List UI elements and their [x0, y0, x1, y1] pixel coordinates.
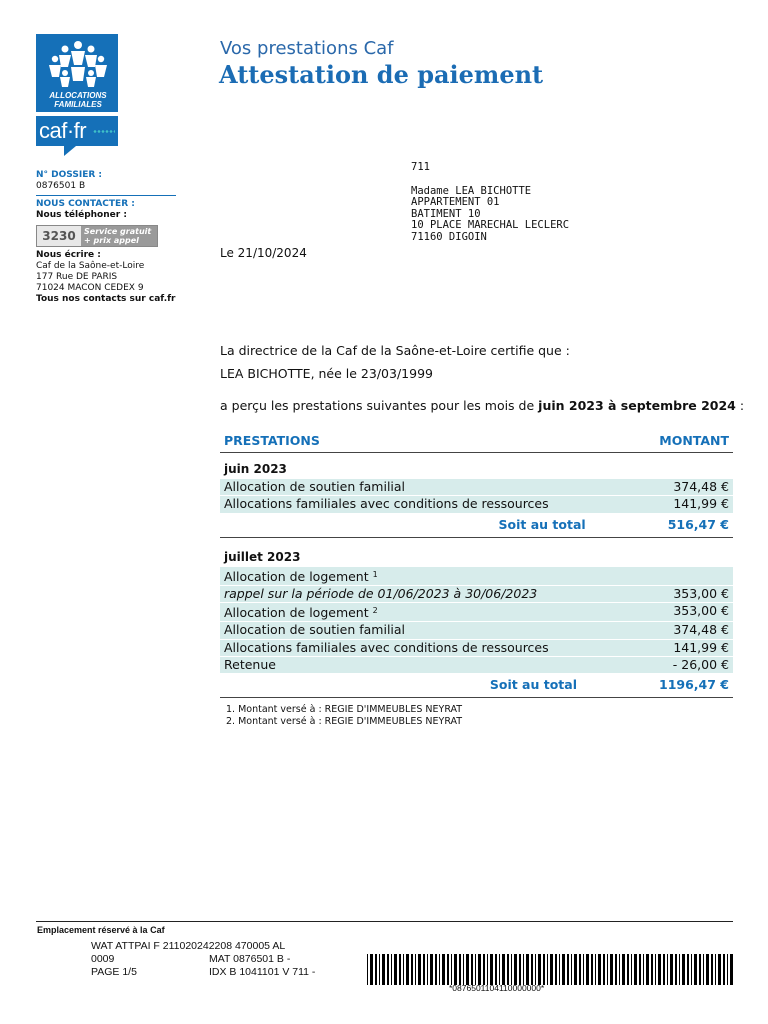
barcode-bar	[394, 954, 397, 985]
barcode-bar	[466, 954, 469, 985]
page-title: Attestation de paiement	[219, 60, 544, 89]
barcode-bar	[487, 954, 488, 985]
logo-line-2: FAMILIALES	[54, 100, 102, 109]
barcode-bar	[471, 954, 473, 985]
month-total	[220, 674, 733, 698]
footnote-ref: 2	[372, 606, 378, 616]
month-label: juillet 2023	[224, 549, 301, 564]
barcode-bar	[399, 954, 401, 985]
barcode-bar	[559, 954, 560, 985]
barcode-bar	[651, 954, 653, 985]
dossier-value: 0876501 B	[36, 181, 86, 191]
footer-idx: IDX B 1041101 V 711 -	[209, 966, 316, 978]
barcode-bar	[478, 954, 481, 985]
barcode-bar	[687, 954, 689, 985]
logo-line-1: ALLOCATIONS	[49, 91, 107, 100]
phone-note-1: Service gratuit	[84, 227, 152, 236]
footnote: 2. Montant versé à : REGIE D'IMMEUBLES NEYRAT	[226, 716, 463, 728]
page-subtitle: Vos prestations Caf	[220, 38, 394, 59]
contact-sidebar	[36, 170, 176, 305]
barcode-bar	[475, 954, 476, 985]
footer-page: PAGE 1/5	[91, 966, 137, 978]
barcode-bar	[451, 954, 452, 985]
table-row	[220, 657, 733, 674]
barcode-bar	[591, 954, 593, 985]
barcode-bar	[706, 954, 709, 985]
recipient-code: 711	[411, 161, 430, 173]
phone-badge[interactable]	[36, 225, 158, 247]
barcode-bar	[610, 954, 613, 985]
person-text: LEA BICHOTTE, née le 23/03/1999	[220, 366, 433, 381]
benefit-label: rappel sur la période de 01/06/2023 à 30/06/2023	[224, 585, 538, 601]
reserved-label: Emplacement réservé à la Caf	[37, 925, 165, 935]
barcode-bar	[619, 954, 620, 985]
barcode-bar	[519, 954, 521, 985]
barcode-bar	[586, 954, 589, 985]
barcode-bar	[627, 954, 629, 985]
recipient-line: 10 PLACE MARECHAL LECLERC	[411, 219, 570, 231]
caf-address-line: Caf de la Saône-et-Loire	[36, 261, 145, 271]
barcode-bar	[703, 954, 704, 985]
period-suffix: :	[735, 398, 745, 413]
table-row	[220, 640, 733, 657]
barcode-bar	[667, 954, 668, 985]
barcode-bar	[531, 954, 533, 985]
barcode-bar	[567, 954, 569, 985]
footnote-ref: 1	[372, 569, 378, 579]
col-montant: MONTANT	[659, 433, 729, 448]
benefit-amount: - 26,00 €	[672, 657, 729, 673]
benefit-amount: 374,48 €	[673, 622, 729, 638]
benefit-amount: 353,00 €	[673, 585, 729, 601]
month-label: juin 2023	[224, 462, 287, 476]
certify-text: La directrice de la Caf de la Saône-et-Loire certifie que :	[220, 343, 570, 358]
table-header	[220, 430, 733, 453]
benefits-table	[220, 430, 733, 734]
barcode-bar	[379, 954, 380, 985]
footnote: 1. Montant versé à : REGIE D'IMMEUBLES NEYRAT	[226, 704, 463, 716]
caf-address-line: 177 Rue DE PARIS	[36, 272, 118, 282]
barcode-bar	[442, 954, 445, 985]
benefit-label: Retenue	[224, 657, 276, 673]
contact-label: NOUS CONTACTER :	[36, 199, 135, 209]
barcode-bar	[598, 954, 601, 985]
barcode-bar	[502, 954, 505, 985]
recipient-address	[411, 162, 569, 243]
barcode-bar	[727, 954, 728, 985]
barcode-bar	[711, 954, 713, 985]
barcode-bar	[435, 954, 437, 985]
benefit-amount: 141,99 €	[673, 496, 729, 512]
barcode-bar	[403, 954, 404, 985]
barcode-bar	[643, 954, 644, 985]
barcode-bar	[639, 954, 641, 985]
barcode-bar	[615, 954, 617, 985]
footnotes	[220, 698, 733, 734]
recipient-line: 71160 DIGOIN	[411, 230, 487, 243]
barcode-bar	[655, 954, 656, 985]
recipient-line: APPARTEMENT 01	[411, 196, 500, 208]
barcode-bar	[679, 954, 680, 985]
barcode-bar	[507, 954, 509, 985]
barcode-bar	[406, 954, 409, 985]
footer-mat: MAT 0876501 B -	[209, 953, 291, 965]
benefit-amount: 374,48 €	[673, 479, 729, 494]
benefit-label-text: Allocation de logement	[224, 605, 369, 621]
barcode-bar	[579, 954, 581, 985]
table-row	[220, 586, 733, 603]
barcode-bar	[483, 954, 485, 985]
barcode-bar	[439, 954, 440, 985]
phone-note-2: + prix appel	[84, 236, 139, 245]
barcode-bar	[622, 954, 625, 985]
barcode-bar	[718, 954, 721, 985]
table-row	[220, 496, 733, 513]
barcode-bar	[370, 954, 373, 985]
barcode-bar	[699, 954, 701, 985]
benefit-label-text: Allocation de logement	[224, 568, 369, 584]
barcode-bar	[607, 954, 608, 985]
caf-address-line: 71024 MACON CEDEX 9	[36, 283, 144, 293]
barcode-bar	[490, 954, 493, 985]
barcode-bar	[547, 954, 548, 985]
barcode-bar	[415, 954, 416, 985]
barcode-bar	[463, 954, 464, 985]
barcode-bar	[495, 954, 497, 985]
barcode-bar	[391, 954, 392, 985]
footer-code: 0009	[91, 953, 115, 965]
total-amount: 516,47 €	[667, 516, 729, 532]
contacts-link[interactable]: Tous nos contacts sur caf.fr	[36, 294, 176, 304]
cafr-logo	[36, 116, 118, 146]
barcode-bar	[562, 954, 565, 985]
caf-logo	[36, 34, 118, 156]
barcode-bar	[535, 954, 536, 985]
barcode-bar	[723, 954, 725, 985]
allocations-familiales-logo	[36, 34, 118, 112]
benefit-label	[224, 567, 378, 585]
benefit-label: Allocations familiales avec conditions de ressources	[224, 639, 549, 655]
period-range: juin 2023 à septembre 2024	[538, 398, 736, 413]
barcode-bar	[634, 954, 637, 985]
period-text	[220, 398, 744, 413]
benefit-label: Allocations familiales avec conditions de ressources	[224, 496, 549, 512]
barcode-bar	[375, 954, 377, 985]
logo-tail-icon	[64, 146, 76, 156]
write-label: Nous écrire :	[36, 250, 101, 260]
barcode-bar	[538, 954, 541, 985]
barcode-bar	[583, 954, 584, 985]
recipient-line: BATIMENT 10	[411, 207, 481, 220]
barcode-bar	[646, 954, 649, 985]
barcode-bar	[454, 954, 457, 985]
recipient-line: Madame LEA BICHOTTE	[411, 184, 532, 197]
total-label: Soit au total	[489, 677, 578, 693]
phone-note	[81, 226, 157, 246]
dots-icon	[93, 130, 115, 133]
barcode-bar	[447, 954, 449, 985]
barcode-bar	[670, 954, 673, 985]
table-row	[220, 479, 733, 496]
barcode-bar	[715, 954, 716, 985]
barcode-text: *0876501104110000000*	[449, 983, 545, 993]
total-amount: 1196,47 €	[659, 677, 729, 693]
barcode-bar	[555, 954, 557, 985]
barcode-bar	[543, 954, 545, 985]
barcode-bar	[691, 954, 692, 985]
barcode-bar	[430, 954, 433, 985]
footer-divider	[36, 921, 733, 922]
col-prestations: PRESTATIONS	[224, 433, 320, 448]
barcode-bar	[631, 954, 632, 985]
barcode-bar	[523, 954, 524, 985]
barcode-bar	[511, 954, 512, 985]
table-row	[220, 603, 733, 622]
benefit-amount: 141,99 €	[673, 639, 729, 655]
barcode-bar	[663, 954, 665, 985]
benefit-label	[224, 603, 378, 621]
benefit-label: Allocation de soutien familial	[224, 622, 406, 638]
barcode-bar	[459, 954, 461, 985]
period-prefix: a perçu les prestations suivantes pour les mois de	[220, 398, 539, 413]
table-row	[220, 567, 733, 586]
barcode-bar	[730, 954, 733, 985]
sidebar-divider	[36, 195, 176, 196]
barcode-bar	[418, 954, 421, 985]
barcode-bar	[514, 954, 517, 985]
barcode-bar	[526, 954, 529, 985]
barcode-bar	[595, 954, 596, 985]
table-row	[220, 622, 733, 639]
barcode-bar	[367, 954, 368, 985]
total-label: Soit au total	[498, 516, 586, 532]
barcode-bar	[411, 954, 413, 985]
phone-number: 3230	[37, 226, 81, 246]
barcode-bar	[387, 954, 389, 985]
phone-label: Nous téléphoner :	[36, 210, 127, 220]
barcode-bar	[694, 954, 697, 985]
barcode-bar	[499, 954, 500, 985]
barcode-bar	[603, 954, 605, 985]
barcode-icon	[367, 954, 733, 985]
document-date: Le 21/10/2024	[220, 246, 307, 260]
barcode-bar	[574, 954, 577, 985]
dossier-label: N° DOSSIER :	[36, 170, 103, 180]
barcode-bar	[658, 954, 661, 985]
cafr-brand: caf·fr	[39, 118, 87, 143]
barcode-bar	[382, 954, 385, 985]
barcode-bar	[423, 954, 425, 985]
benefit-label: Allocation de soutien familial	[224, 479, 406, 494]
barcode-bar	[682, 954, 685, 985]
barcode-bar	[675, 954, 677, 985]
footer-line-1: WAT ATTPAI F 211020242208 470005 AL	[91, 940, 286, 952]
barcode-bar	[550, 954, 553, 985]
benefit-amount: 353,00 €	[673, 603, 729, 619]
month-total	[220, 514, 733, 538]
barcode-bar	[571, 954, 572, 985]
barcode-bar	[427, 954, 428, 985]
